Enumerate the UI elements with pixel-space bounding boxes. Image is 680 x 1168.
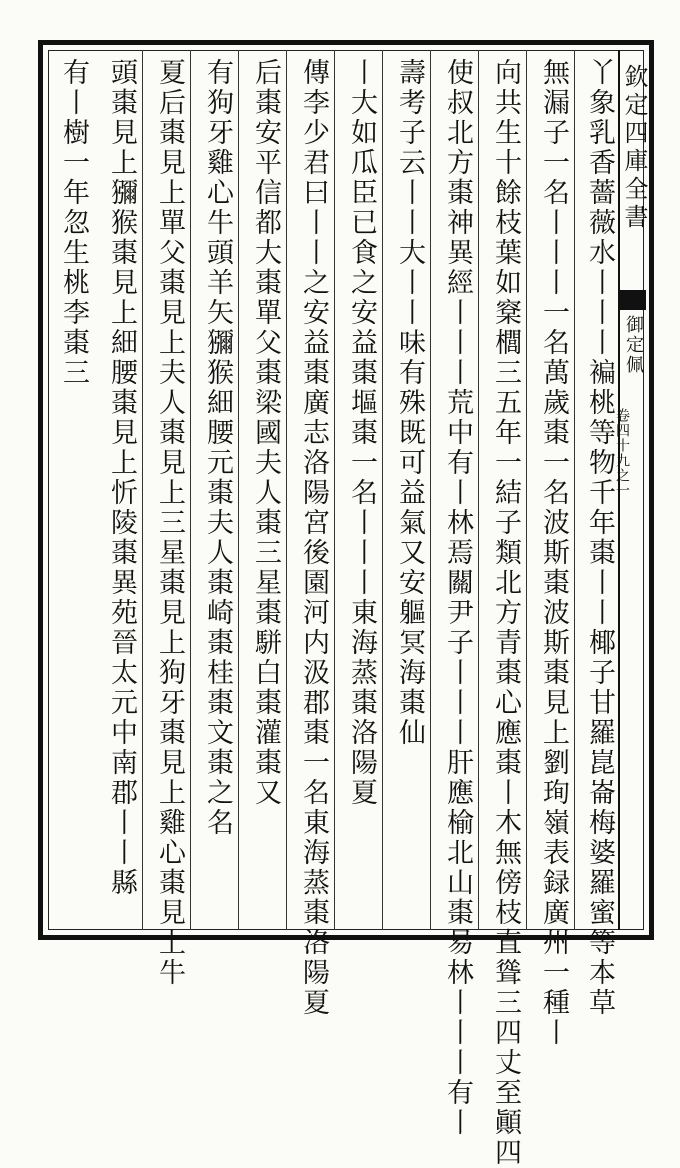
text-column: 壽考子云丨丨大丨丨味有殊既可益氣又安軀冥海棗仙 — [394, 58, 425, 748]
text-column: 有狗牙雞心牛頭羊矢獼猴細腰元棗夫人棗崎棗桂棗文棗之名 — [202, 58, 233, 838]
text-column: 使叔北方棗神異經丨丨丨荒中有丨林焉關尹子丨丨丨肝應榆北山棗易林丨丨丨有丨 — [442, 58, 473, 1138]
text-column: 傳李少君曰丨丨之安益棗廣志洛陽宮後園河内汲郡棗一名東海蒸棗洛陽夏 — [298, 58, 329, 1018]
text-column: 夏后棗見上單父棗見上夫人棗見上三星棗見上狗牙棗見上雞心棗見上牛 — [154, 58, 185, 988]
text-column: 丨大如瓜臣已食之安益棗塸棗一名丨丨丨東海蒸棗洛陽夏 — [346, 58, 377, 808]
text-column: 后棗安平信都大棗單父棗梁國夫人棗三星棗駢白棗灌棗又 — [250, 58, 281, 808]
text-column: 有丨樹一年忽生桃李棗三 — [58, 58, 89, 388]
fish-tail-mark-icon — [620, 290, 646, 310]
text-column: 丫象乳香薔薇水丨丨丨褊桃等物千年棗丨丨椰子甘羅崑崙梅婆羅蜜等本草 — [584, 58, 615, 1018]
book-title: 欽定四庫全書 — [620, 64, 648, 232]
text-column: 無漏子一名丨丨丨一名萬歲棗一名波斯棗波斯棗見上劉珣嶺表録廣州一種丨 — [538, 58, 569, 1048]
margin-column — [614, 50, 648, 930]
volume-number: 卷四十九之一 — [614, 408, 630, 498]
text-column: 頭棗見上獼猴棗見上細腰棗見上忻陵棗異苑晉太元中南郡丨丨縣 — [106, 58, 137, 898]
text-column: 向共生十餘枝葉如㮤櫚三五年一結子類北方青棗心應棗丨木無傍枝直聳三四丈至顚四 — [490, 58, 521, 1168]
book-abbrev: 御定佩 — [623, 315, 644, 375]
text-body — [48, 50, 618, 1168]
